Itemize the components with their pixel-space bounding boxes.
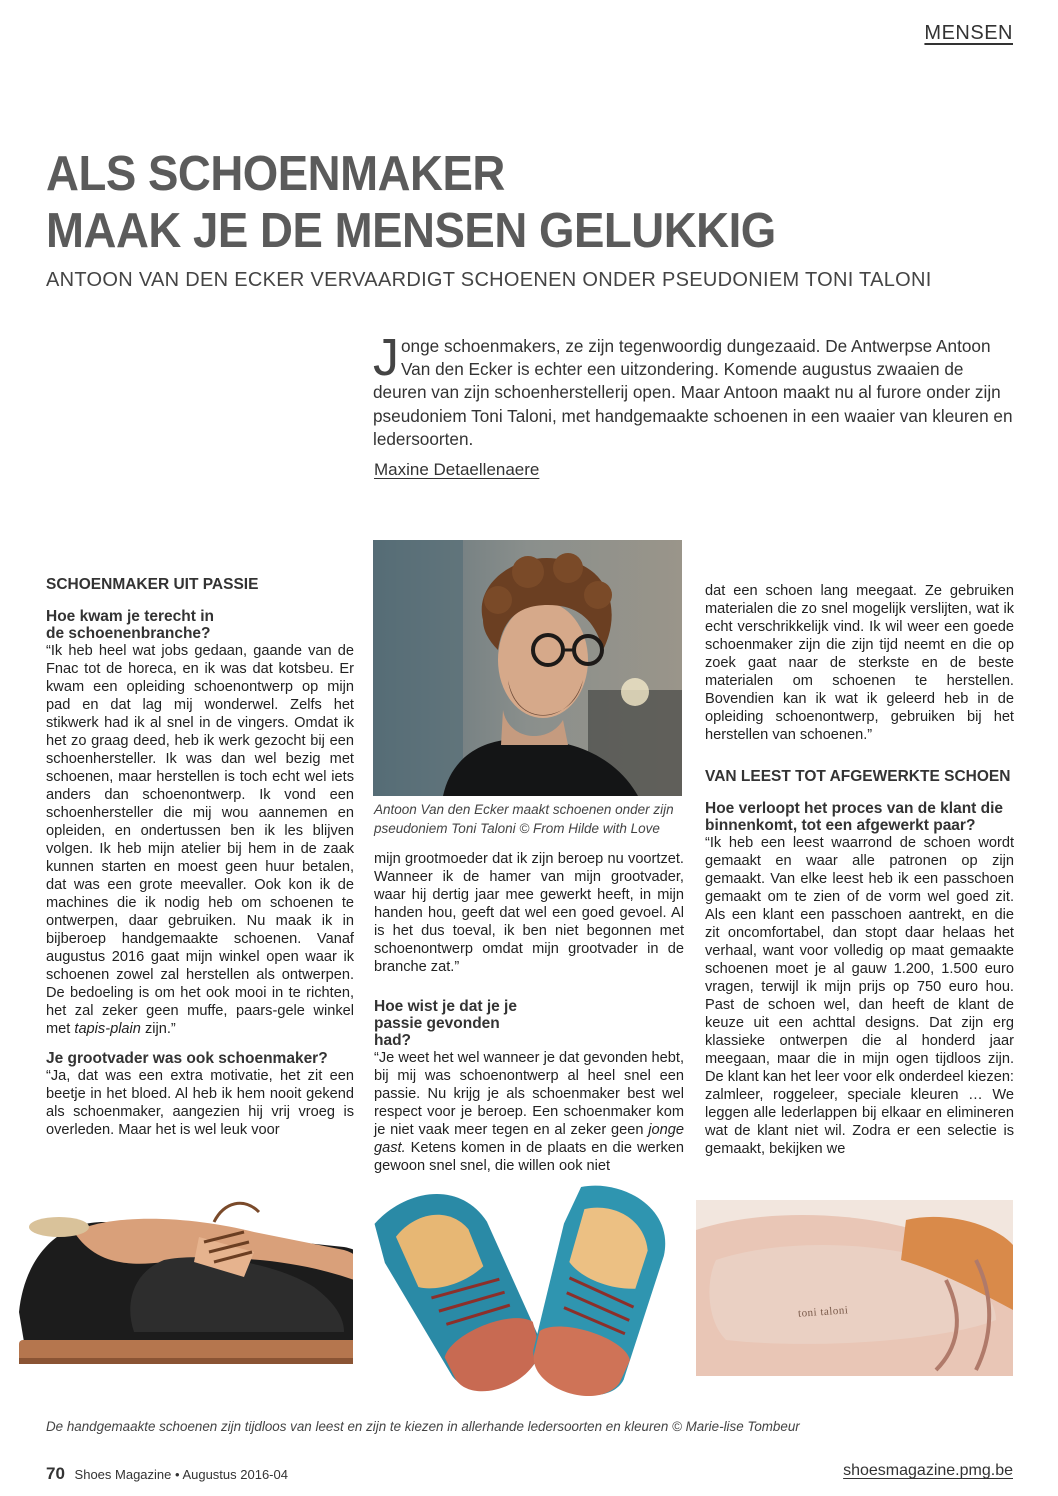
answer-3-italic: jonge gast.	[374, 1122, 684, 1156]
answer-3-text: “Je weet het wel wanneer je dat gevonden hebt, bij mij was schoenontwerp al heel snel een passie. Nu krijg je als schoenmaker best wel respect voor je beroep. Een schoenmaker kom je niet vaak meer tegen en al zeker geen	[374, 1050, 684, 1138]
shoe-photo-black-tan	[14, 1192, 392, 1377]
website-link[interactable]: shoesmagazine.pmg.be	[843, 1462, 1013, 1479]
answer-2-continued: mijn grootmoeder dat ik zijn beroep nu voortzet. Wanneer ik de hamer van mijn grootvader, waar hij dertig jaar mee gewerkt heeft, in mijn handen hou, geeft dat wel een goed gevoel. Al is het dus toeval, ik ben niet begonnen met schoenontwerp omdat mijn grootvader in de branche zat.”	[374, 851, 684, 975]
shoe-photo-insole-closeup	[696, 1200, 1013, 1376]
headline	[46, 146, 939, 260]
subtitle: ANTOON VAN DEN ECKER VERVAARDIGT SCHOENEN ONDER PSEUDONIEM TONI TALONI	[46, 269, 932, 291]
portrait-caption: Antoon Van den Ecker maakt schoenen onder zijn pseudoniem Toni Taloni © From Hilde with Love	[374, 802, 674, 836]
question-3: Hoe wist je dat je je passie gevonden had?	[374, 998, 517, 1049]
shoe-photo-blue-pair	[353, 1176, 699, 1412]
intro-text: onge schoenmakers, ze zijn tegenwoordig dungezaaid. De Antwerpse Antoon Van den Ecker is echter een uitzondering. Komende augustus zwaaien de deuren van zijn schoenherstellerij open. Maar Antoon maakt nu al furore onder zijn pseudoniem Toni Taloni, met handgemaakte schoenen in een waaier van kleuren en ledersoorten.	[373, 336, 1013, 449]
answer-3-end: Ketens komen in de plaats en die werken gewoon snel snel, die willen ook niet	[374, 1140, 684, 1174]
shoes-photo-caption: De handgemaakte schoenen zijn tijdloos van leest en zijn te kiezen in allerhande ledersoorten en kleuren © Marie-lise Tombeur	[46, 1419, 800, 1434]
shoe-illustration-1	[14, 1192, 392, 1377]
column-2	[374, 850, 684, 1187]
shoe-illustration-2	[353, 1176, 699, 1412]
section-heading-leest: VAN LEEST TOT AFGEWERKTE SCHOEN	[705, 768, 1011, 785]
answer-2: “Ja, dat was een extra motivatie, het zit een beetje in het bloed. Al heb ik hem nooit gekend als schoenmaker, aangezien hij vrij vroeg is overleden. Maar het is wel leuk voor	[46, 1068, 354, 1138]
answer-1-italic: tapis-plain	[74, 1021, 141, 1037]
answer-3	[374, 1049, 684, 1175]
answer-3-continued: dat een schoen lang meegaat. Ze gebruiken materialen die zo snel mogelijk verslijten, wat ik echt verschrikkelijk vind. Ik wil weer een goede schoenmaker zijn die zijn tijd neemt en die op zoek gaat naar de sterkste en de beste materialen om schoenen te herstellen. Bovendien kan ik wat ik geleerd heb in de opleiding schoenontwerp, gebruiken bij het herstellen van schoenen.”	[705, 583, 1014, 743]
drop-cap: J	[373, 329, 399, 387]
section-heading-passie: SCHOENMAKER UIT PASSIE	[46, 576, 259, 593]
answer-1-end: zijn.”	[140, 1021, 176, 1037]
question-4: Hoe verloopt het proces van de klant die binnenkomt, tot een afgewerkt paar?	[705, 800, 1004, 834]
publication-info: Shoes Magazine • Augustus 2016-04	[74, 1467, 288, 1482]
portrait-illustration	[373, 540, 682, 796]
author-byline[interactable]: Maxine Detaellenaere	[374, 460, 540, 479]
question-2: Je grootvader was ook schoenmaker?	[46, 1050, 328, 1067]
insole-brand-text: toni taloni	[797, 1304, 849, 1320]
intro-paragraph	[373, 329, 1013, 451]
column-1	[46, 576, 354, 1151]
portrait-photo	[373, 540, 682, 796]
headline-line-1: ALS SCHOENMAKER	[46, 147, 505, 201]
footer-left	[46, 1464, 288, 1484]
question-1: Hoe kwam je terecht in de schoenenbranche?	[46, 608, 214, 642]
answer-1-text: “Ik heb heel wat jobs gedaan, gaande van de Fnac tot de horeca, en ik was dat kotsbeu. Er kwam een opleiding schoenontwerp op mijn pad en dat lag mij wonderwel. Zelfs het stikwerk had ik al snel in de vingers. Omdat ik het zo graag deed, heb ik werk gezocht bij een schoenhersteller. Ik was dan wel bezig met schoenen, maar herstellen is toch echt wel iets anders dan schoenontwerp. Ik vond een schoenhersteller die mij wou aannemen en opleiden, en ondertussen ben ik les blijven volgen. Ik heb mijn atelier bij hem in de zaak kunnen starten en moest geen huur betalen, dat was een grote meevaller. Ook kon ik de machines die ik nodig heb om schoenen te ontwerpen, daar gebruiken. Nu maak ik in bijberoep handgemaakte schoenen. Vanaf augustus 2016 gaat mijn winkel open waar ik schoenen zowel zal herstellen als ontwerpen. De bedoeling is om het ook mooi in te richten, het zal zeker geen muffe, paars-gele winkel met	[46, 643, 354, 1037]
headline-line-2: MAAK JE DE MENSEN GELUKKIG	[46, 204, 776, 258]
answer-4: “Ik heb een leest waarrond de schoen wordt gemaakt en waar alle patronen op zijn gemaakt. Van elke leest heb ik een passchoen gemaakt om te zien of de vorm wel goed zit. Als een klant een passchoen aantrekt, en die zit oncomfortabel, dan stopt daar helaas het verhaal, want voor volledig op maat gemaakte schoenen moet je al gauw 1.200, 1.500 euro vragen, terwijl ik mijn prijs op 750 euro hou. Past de schoen wel, dan heeft de klant de keuze uit een achttal designs. Dat zijn erg klassieke ontwerpen die al honderd jaar meegaan, maar die in mijn ogen tijdloos zijn. De klant kan het leer voor elk onderdeel kiezen: zalmleer, roggeleer, speciale kleuren … We leggen alle lederlappen bij elkaar en elimineren wat de klant niet wil. Zodra er een selectie is gemaakt, bekijken we	[705, 835, 1014, 1157]
column-3	[705, 582, 1014, 1170]
shoe-illustration-3	[696, 1200, 1013, 1376]
section-label: MENSEN	[924, 22, 1013, 44]
page-number: 70	[46, 1464, 65, 1483]
answer-1	[46, 642, 354, 1038]
